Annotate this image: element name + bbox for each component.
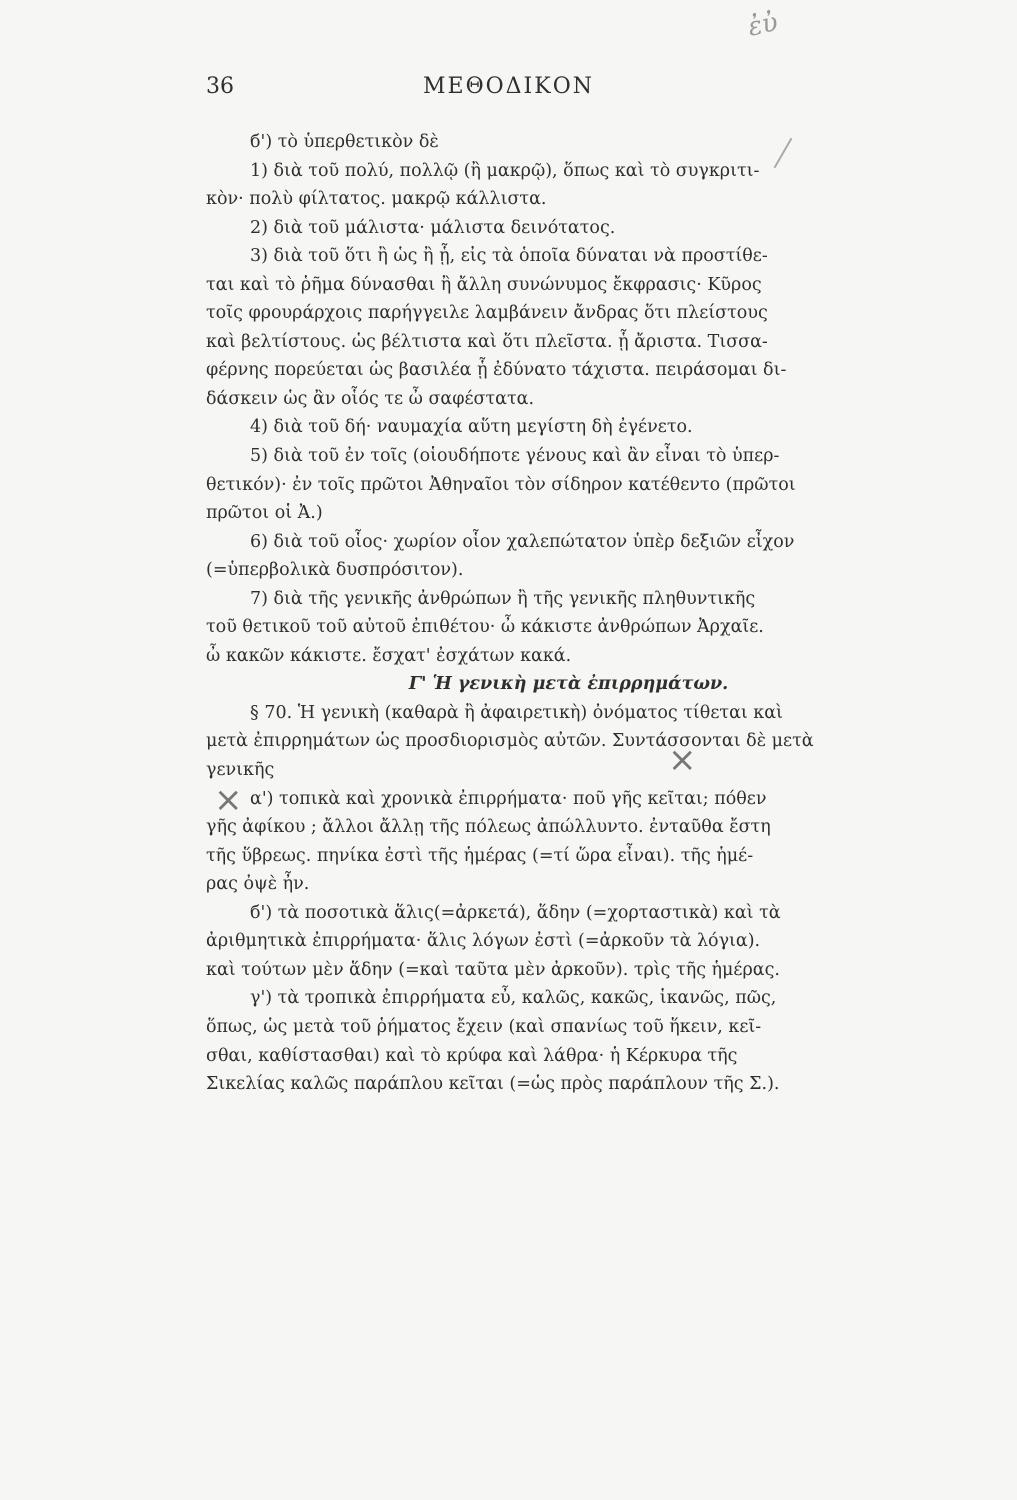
- text-line: 1) διὰ τοῦ πολύ, πολλῷ (ἢ μακρῷ), ὅπως καὶ τὸ συγκριτι-: [250, 160, 760, 181]
- pencil-cross-mark: ×: [214, 780, 243, 820]
- text-line: б') τὰ ποσοτικὰ ἅλις(=ἀρκετά), ἅδην (=χορταστικὰ) καὶ τὰ: [250, 902, 781, 923]
- pencil-cross-mark: ×: [668, 740, 697, 780]
- text-line: 3) διὰ τοῦ ὅτι ἢ ὡς ἢ ᾗ, εἰς τὰ ὁποῖα δύναται νὰ προστίθε-: [250, 246, 768, 267]
- text-line: ται καὶ τὸ ῥῆμα δύνασθαι ἢ ἄλλη συνώνυμος ἔκφρασις· Κῦρος: [206, 274, 762, 295]
- text-line: 2) διὰ τοῦ μάλιστα· μάλιστα δεινότατος.: [250, 217, 616, 238]
- text-line: Σικελίας καλῶς παράπλου κεῖται (=ὡς πρὸς παράπλουν τῆς Σ.).: [206, 1074, 780, 1095]
- text-line: δάσκειν ὡς ἂν οἷός τε ὦ σαφέστατα.: [206, 388, 535, 409]
- text-line: § 70. Ἡ γενικὴ (καθαρὰ ἢ ἀφαιρετικὴ) ὀνόματος τίθεται καὶ: [250, 702, 783, 723]
- text-line: γενικῆς: [206, 760, 275, 781]
- text-line: θετικόν)· ἐν τοῖς πρῶτοι Ἀθηναῖοι τὸν σίδηρον κατέθεντο (πρῶτοι: [206, 474, 796, 495]
- page-header: [0, 7, 1017, 114]
- text-line: ρας ὀψὲ ἦν.: [206, 874, 310, 895]
- text-line: τῆς ὕβρεως. πηνίκα ἐστὶ τῆς ἡμέρας (=τί ὥρα εἶναι). τῆς ἡμέ-: [206, 845, 754, 866]
- text-line: κὸν· πολὺ φίλτατος. μακρῷ κάλλιστα.: [206, 189, 547, 210]
- text-line: б') τὸ ὑπερθετικὸν δὲ: [250, 132, 439, 152]
- text-line: ὅπως, ὡς μετὰ τοῦ ῥήματος ἔχειν (καὶ σπανίως τοῦ ἥκειν, κεῖ-: [206, 1016, 762, 1037]
- text-line: σθαι, καθίστασθαι) καὶ τὸ κρύφα καὶ λάθρα· ἡ Κέρκυρα τῆς: [206, 1045, 738, 1066]
- text-line: πρῶτοι οἱ Ἀ.): [206, 503, 323, 524]
- page-number: 36: [206, 74, 234, 99]
- text-line: α') τοπικὰ καὶ χρονικὰ ἐπιρρήματα· ποῦ γῆς κεῖται; πόθεν: [250, 788, 767, 809]
- text-line: φέρνης πορεύεται ὡς βασιλέα ᾗ ἐδύνατο τάχιστα. πειράσομαι δι-: [206, 360, 787, 381]
- text-line: γ') τὰ τροπικὰ ἐπιρρήματα εὖ, καλῶς, κακῶς, ἱκανῶς, πῶς,: [250, 988, 777, 1009]
- text-line: μετὰ ἐπιρρημάτων ὡς προσδιορισμὸς αὐτῶν. Συντάσσονται δὲ μετὰ: [206, 731, 814, 752]
- section-heading: Γ' Ἡ γενικὴ μετὰ ἐπιρρημάτων.: [408, 674, 729, 695]
- text-line: 7) διὰ τῆς γενικῆς ἀνθρώπων ἢ τῆς γενικῆς πληθυντικῆς: [250, 588, 756, 609]
- text-line: ἀριθμητικὰ ἐπιρρήματα· ἅλις λόγων ἐστὶ (=ἀρκοῦν τὰ λόγια).: [206, 931, 761, 952]
- text-line: 5) διὰ τοῦ ἐν τοῖς (οἱουδήποτε γένους καὶ ἂν εἶναι τὸ ὑπερ-: [250, 446, 780, 467]
- text-line: καὶ βελτίστους. ὡς βέλτιστα καὶ ὅτι πλεῖστα. ᾗ ἄριστα. Τισσα-: [206, 331, 768, 352]
- running-head: ΜΕΘΟΔΙΚΟΝ: [423, 74, 594, 99]
- handwritten-corner-mark: ἐὐ: [745, 7, 781, 43]
- text-line: 4) διὰ τοῦ δή· ναυμαχία αὕτη μεγίστη δὴ ἐγένετο.: [250, 417, 693, 438]
- text-line: ὦ κακῶν κάκιστε. ἔσχατ' ἐσχάτων κακά.: [206, 645, 572, 666]
- text-line: (=ὑπερβολικὰ δυσπρόσιτον).: [206, 560, 464, 581]
- text-line: τοῖς φρουράρχοις παρήγγειλε λαμβάνειν ἄνδρας ὅτι πλείστους: [206, 303, 768, 324]
- text-body: [206, 128, 931, 1099]
- text-line: καὶ τούτων μὲν ἅδην (=καὶ ταῦτα μὲν ἀρκοῦν). τρὶς τῆς ἡμέρας.: [206, 959, 780, 980]
- text-line: 6) διὰ τοῦ οἷος· χωρίον οἷον χαλεπώτατον ὑπὲρ δεξιῶν εἶχον: [250, 531, 795, 552]
- text-line: γῆς ἀφίκου ; ἄλλοι ἄλλῃ τῆς πόλεως ἀπώλλυντο. ἐνταῦθα ἔστη: [206, 817, 771, 838]
- text-line: τοῦ θετικοῦ τοῦ αὐτοῦ ἐπιθέτου· ὦ κάκιστε ἀνθρώπων Ἀρχαῖε.: [206, 617, 764, 638]
